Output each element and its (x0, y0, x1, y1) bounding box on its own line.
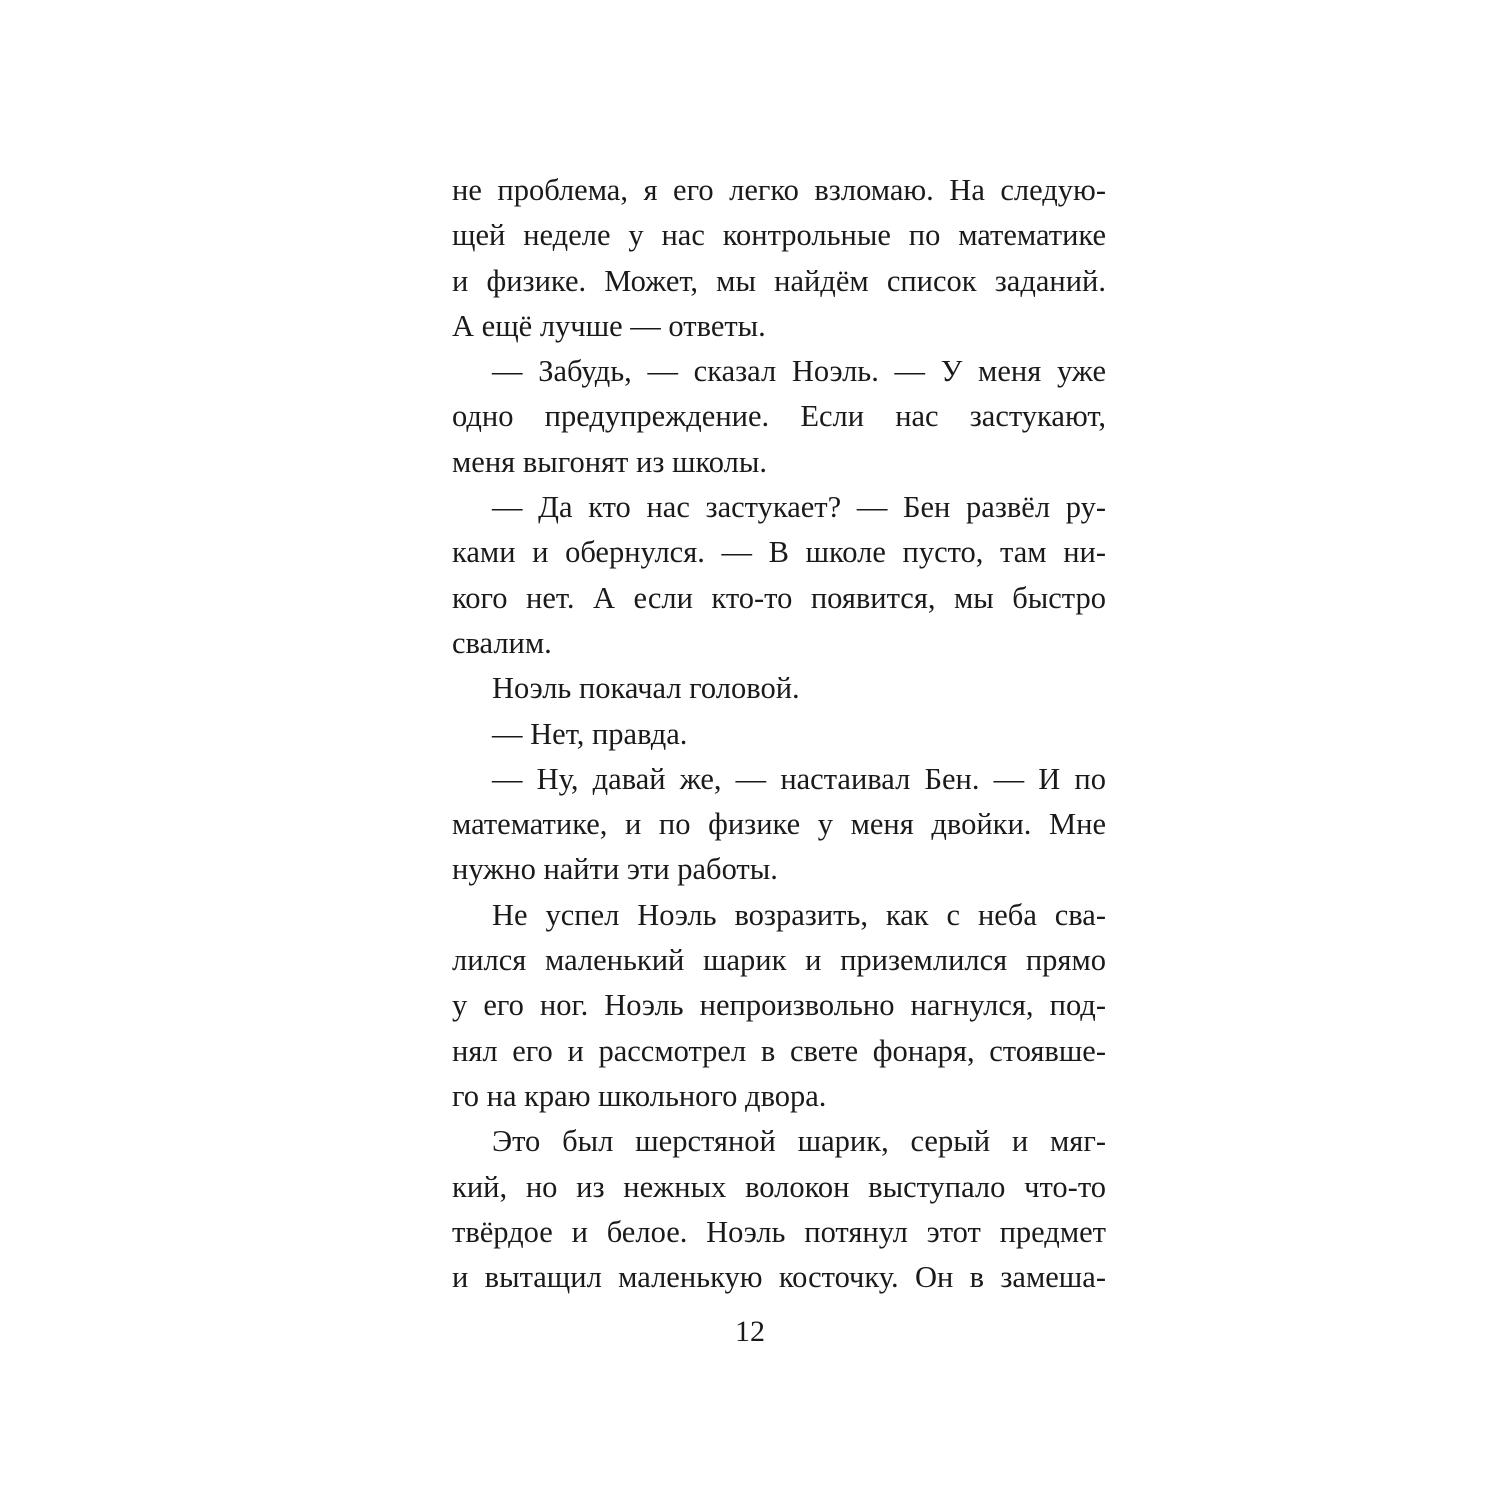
text-line: меня выгонят из школы. (452, 444, 767, 479)
body-text (452, 168, 1106, 1300)
text-line: и вытащил маленькую косточку. Он в замеша- (452, 1260, 1106, 1295)
text-line: математике, и по физике у меня двойки. Мне (452, 807, 1106, 842)
text-line: нужно найти эти работы. (452, 852, 778, 887)
text-line: не проблема, я его легко взломаю. На следую- (452, 173, 1106, 207)
text-line: лился маленький шарик и приземлился прямо (452, 943, 1106, 978)
text-line: — Забудь, — сказал Ноэль. — У меня уже (492, 354, 1106, 389)
page-number: 12 (735, 1315, 765, 1348)
text-line: нял его и рассмотрел в свете фонаря, стоявше- (452, 1033, 1106, 1068)
text-line: Это был шерстяной шарик, серый и мяг- (492, 1124, 1106, 1159)
text-line: твёрдое и белое. Ноэль потянул этот предмет (452, 1214, 1106, 1249)
text-line: свалим. (452, 625, 552, 660)
text-line: Ноэль покачал головой. (492, 671, 800, 706)
text-line: Не успел Ноэль возразить, как с неба сва- (492, 897, 1106, 932)
text-line: одно предупреждение. Если нас застукают, (452, 399, 1106, 434)
text-line: го на краю школьного двора. (452, 1078, 827, 1113)
text-line: щей неделе у нас контрольные по математике (452, 218, 1106, 253)
text-line: — Ну, давай же, — настаивал Бен. — И по (492, 761, 1106, 796)
text-line: ками и обернулся. — В школе пусто, там ни- (452, 535, 1106, 570)
text-line: А ещё лучше — ответы. (452, 308, 766, 343)
text-line: и физике. Может, мы найдём список заданий. (452, 263, 1106, 298)
text-line: кого нет. А если кто-то появится, мы быстро (452, 580, 1106, 615)
text-line: кий, но из нежных волокон выступало что-то (452, 1169, 1106, 1204)
text-line: — Да кто нас застукает? — Бен развёл ру- (492, 490, 1106, 525)
text-line: — Нет, правда. (492, 716, 688, 751)
text-line: у его ног. Ноэль непроизвольно нагнулся, под- (452, 988, 1106, 1023)
